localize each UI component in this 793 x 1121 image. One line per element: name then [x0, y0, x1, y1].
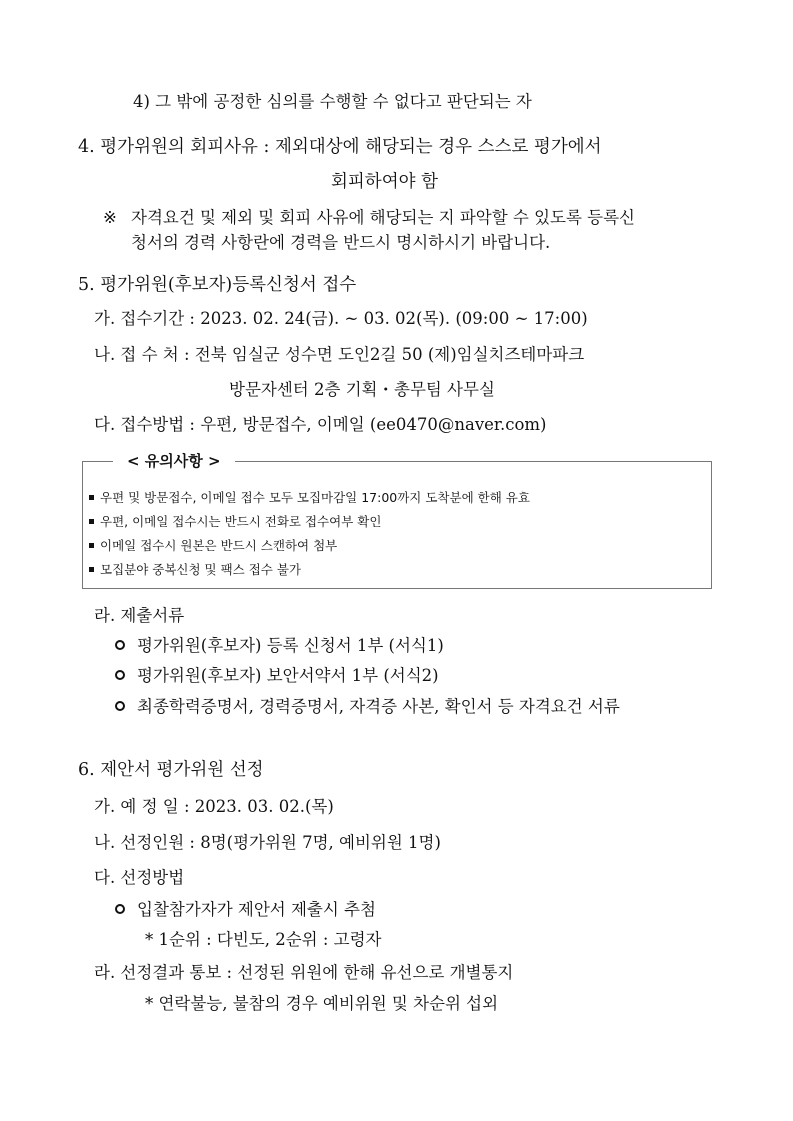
section-4-note: 자격요건 및 제외 및 회피 사유에 해당되는 지 파악할 수 있도록 등록신 — [131, 208, 635, 227]
bullet-square-icon — [89, 519, 94, 524]
reception-method: 다. 접수방법 : 우편, 방문접수, 이메일 (ee0470@naver.com) — [94, 415, 547, 434]
selection-method — [115, 899, 376, 921]
notice-item-text: 우편 및 방문접수, 이메일 접수 모두 모집마감일 17:00까지 도착분에 한해 유효 — [100, 490, 530, 505]
circle-bullet-icon — [115, 640, 125, 650]
notice-item-text: 이메일 접수시 원본은 반드시 스캔하여 첨부 — [100, 538, 338, 553]
document-item-text: 최종학력증명서, 경력증명서, 자격증 사본, 확인서 등 자격요건 서류 — [137, 697, 620, 716]
notice-item — [89, 537, 337, 555]
bullet-square-icon — [89, 567, 94, 572]
selection-priority-note: * 1순위 : 다빈도, 2순위 : 고령자 — [145, 930, 382, 949]
circle-bullet-icon — [115, 701, 125, 711]
selection-count: 나. 선정인원 : 8명(평가위원 7명, 예비위원 1명) — [94, 833, 441, 852]
document-item-text: 평가위원(후보자) 등록 신청서 1부 (서식1) — [137, 636, 444, 655]
section-4-note-cont: 청서의 경력 사항란에 경력을 반드시 명시하시기 바랍니다. — [131, 233, 551, 252]
document-item-text: 평가위원(후보자) 보안서약서 1부 (서식2) — [137, 666, 439, 685]
section-4-title-cont: 회피하여야 함 — [331, 172, 438, 192]
notice-item-text: 우편, 이메일 접수시는 반드시 전화로 접수여부 확인 — [100, 514, 382, 529]
notice-box — [82, 452, 712, 589]
exclusion-item-4: 4) 그 밖에 공정한 심의를 수행할 수 없다고 판단되는 자 — [133, 92, 532, 111]
reception-period: 가. 접수기간 : 2023. 02. 24(금). ~ 03. 02(목). (09:00 ~ 17:00) — [94, 309, 588, 328]
section-5-title: 5. 평가위원(후보자)등록신청서 접수 — [78, 275, 357, 295]
bullet-square-icon — [89, 495, 94, 500]
section-6-title: 6. 제안서 평가위원 선정 — [78, 760, 264, 780]
selection-result-notice: 라. 선정결과 통보 : 선정된 위원에 한해 유선으로 개별통지 — [94, 963, 514, 982]
selection-method-text: 입찰참가자가 제안서 제출시 추첨 — [137, 900, 376, 919]
circle-bullet-icon — [115, 670, 125, 680]
note-mark: ※ — [103, 208, 117, 227]
selection-method-heading: 다. 선정방법 — [94, 868, 185, 887]
notice-item — [89, 489, 530, 507]
selection-result-note: * 연락불능, 불참의 경우 예비위원 및 차순위 섭외 — [145, 994, 499, 1013]
notice-title: < 유의사항 > — [113, 450, 235, 472]
reception-place: 나. 접 수 처 : 전북 임실군 성수면 도인2길 50 (제)임실치즈테마파크 — [94, 345, 585, 364]
bullet-square-icon — [89, 543, 94, 548]
document-item — [115, 635, 444, 657]
reception-place-cont: 방문자센터 2층 기획・총무팀 사무실 — [229, 380, 495, 399]
circle-bullet-icon — [115, 904, 125, 914]
document-item — [115, 696, 620, 718]
documents-heading: 라. 제출서류 — [94, 606, 185, 625]
section-4-title: 4. 평가위원의 회피사유 : 제외대상에 해당되는 경우 스스로 평가에서 — [78, 137, 602, 157]
document-item — [115, 665, 439, 687]
notice-item-text: 모집분야 중복신청 및 팩스 접수 불가 — [100, 562, 301, 577]
notice-item — [89, 561, 301, 579]
selection-date: 가. 예 정 일 : 2023. 03. 02.(목) — [94, 797, 334, 816]
notice-item — [89, 513, 381, 531]
